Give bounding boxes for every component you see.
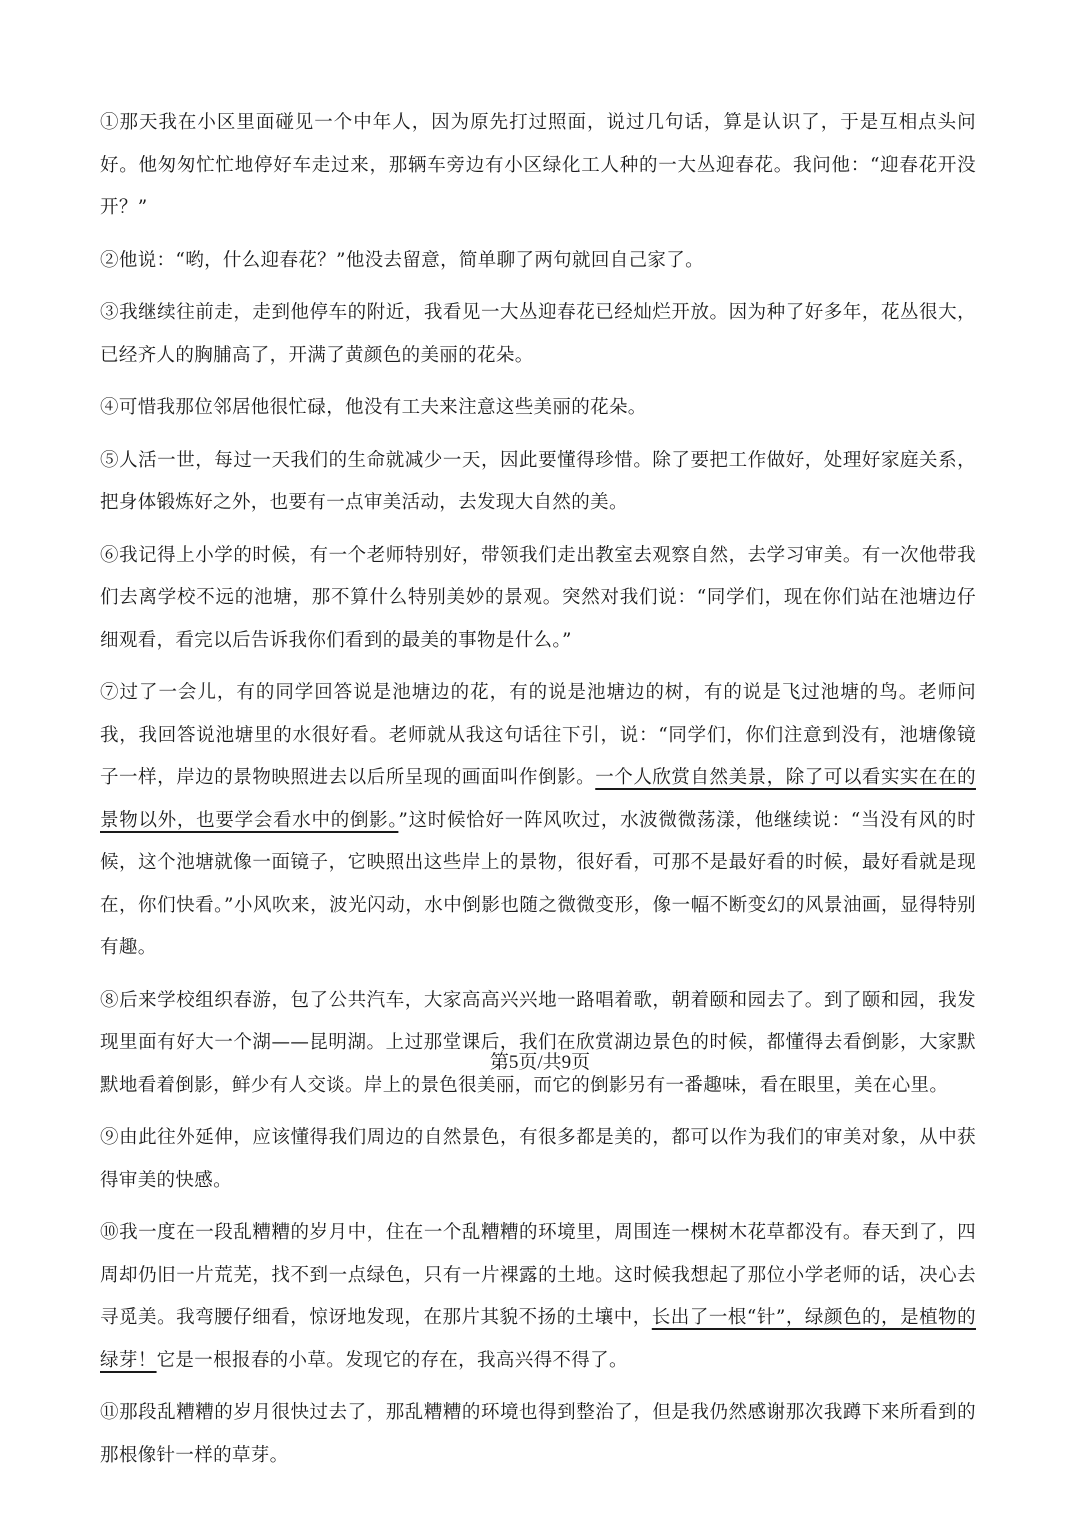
paragraph-7 (100, 672, 976, 970)
paragraph-marker: ③ (100, 302, 120, 323)
paragraph-text: 人活一世，每过一天我们的生命就减少一天，因此要懂得珍惜。除了要把工作做好，处理好家庭关系，把身体锻炼好之外，也要有一点审美活动，去发现大自然的美。 (100, 449, 976, 513)
paragraph-4 (100, 387, 976, 430)
paragraph-text: 过了一会儿，有的同学回答说是池塘边的花，有的说是池塘边的树，有的说是飞过池塘的鸟。老师问我，我回答说池塘里的水很好看。老师就从我这句话往下引，说：“同学们，你们注意到没有，池塘像镜子一样，岸边的景物映照进去以后所呈现的画面叫作倒影。 (100, 682, 976, 788)
paragraph-marker: ⑩ (100, 1222, 120, 1243)
paragraph-marker: ⑤ (100, 449, 120, 471)
paragraph-marker: ④ (100, 397, 119, 418)
paragraph-6 (100, 535, 976, 663)
paragraph-marker: ⑨ (100, 1127, 120, 1148)
paragraph-text: 那段乱糟糟的岁月很快过去了，那乱糟糟的环境也得到整治了，但是我仍然感谢那次我蹲下来所看到的那根像针一样的草芽。 (100, 1402, 976, 1466)
paragraph-text: 我记得上小学的时候，有一个老师特别好，带领我们走出教室去观察自然，去学习审美。有一次他带我们去离学校不远的池塘，那不算什么特别美妙的景观。突然对我们说：“同学们，现在你们站在池塘边仔细观看，看完以后告诉我你们看到的最美的事物是什么。” (100, 544, 976, 651)
paragraph-2 (100, 240, 976, 283)
paragraph-marker: ⑧ (100, 989, 120, 1011)
paragraph-marker: ⑪ (100, 1402, 120, 1423)
paragraph-text: 他说：“哟，什么迎春花？”他没去留意，简单聊了两句就回自己家了。 (118, 249, 704, 271)
paragraph-text: 后来学校组织春游，包了公共汽车，大家高高兴兴地一路唱着歌，朝着颐和园去了。到了颐和园，我发现里面有好大一个湖——昆明湖。上过那堂课后，我们在欣赏湖边景色的时候，都懂得去看倒影，大家默默地看着倒影，鲜少有人交谈。岸上的景色很美丽，而它的倒影另有一番趣味，看在眼里，美在心里。 (100, 989, 976, 1096)
paragraph-text: 我一度在一段乱糟糟的岁月中，住在一个乱糟糟的环境里，周围连一棵树木花草都没有。春天到了，四周却仍旧一片荒芜，找不到一点绿色，只有一片裸露的土地。这时候我想起了那位小学老师的话，决心去寻觅美。我弯腰仔细看，惊讶地发现，在那片其貌不扬的土壤中， (100, 1222, 976, 1328)
paragraph-text: 它是一根报春的小草。发现它的存在，我高兴得不得了。 (156, 1349, 628, 1371)
paragraph-3 (100, 292, 976, 377)
paragraph-10 (100, 1212, 976, 1382)
paragraph-text: 我继续往前走，走到他停车的附近，我看见一大丛迎春花已经灿烂开放。因为种了好多年，花丛很大，已经齐人的胸脯高了，开满了黄颜色的美丽的花朵。 (100, 302, 976, 366)
paragraph-text: 那天我在小区里面碰见一个中年人，因为原先打过照面，说过几句话，算是认识了，于是互相点头问好。他匆匆忙忙地停好车走过来，那辆车旁边有小区绿化工人种的一大丛迎春花。我问他：“迎春花开没开？” (100, 112, 976, 218)
paragraph-text: 可惜我那位邻居他很忙碌，他没有工夫来注意这些美丽的花朵。 (118, 397, 647, 418)
paragraph-8 (100, 980, 976, 1108)
underlined-sentence: 长出了一根“针”，绿颜色的，是植物的绿芽！ (100, 1307, 977, 1371)
paragraph-marker: ① (100, 112, 120, 133)
paragraph-text: 由此往外延伸，应该懂得我们周边的自然景色，有很多都是美的，都可以作为我们的审美对象，从中获得审美的快感。 (100, 1127, 976, 1191)
article-body (100, 102, 976, 1487)
paragraph-5 (100, 440, 976, 525)
paragraph-11 (100, 1392, 976, 1477)
paragraph-marker: ⑥ (100, 544, 120, 566)
paragraph-9 (100, 1117, 976, 1202)
page-number: 第5页/共9页 (489, 1052, 591, 1073)
paragraph-marker: ⑦ (100, 682, 120, 703)
paragraph-text: ”这时候恰好一阵风吹过，水波微微荡漾，他继续说：“当没有风的时候，这个池塘就像一面镜子，它映照出这些岸上的景物，很好看，可那不是最好看的时候，最好看就是现在，你们快看。”小风吹来，波光闪动，水中倒影也随之微微变形，像一幅不断变幻的风景油画，显得特别有趣。 (100, 809, 976, 958)
paragraph-marker: ② (100, 249, 119, 271)
underlined-sentence: 一个人欣赏自然美景，除了可以看实实在在的景物以外，也要学会看水中的倒影。 (100, 767, 976, 831)
paragraph-1 (100, 102, 976, 230)
